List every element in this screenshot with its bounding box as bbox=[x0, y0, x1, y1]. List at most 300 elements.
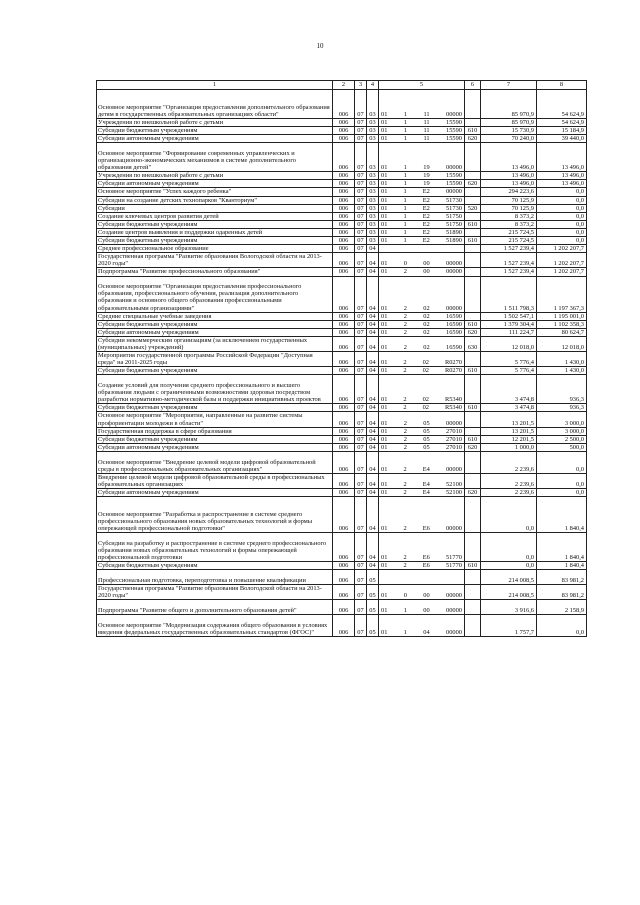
target-article-part: 1 bbox=[403, 212, 407, 220]
column-header: 7 bbox=[481, 81, 537, 90]
target-article-code bbox=[379, 237, 465, 245]
ministry-code: 006 bbox=[333, 245, 355, 253]
target-article-part: 2 bbox=[403, 304, 407, 312]
target-article-part: 01 bbox=[381, 220, 388, 228]
table-row bbox=[97, 375, 587, 404]
expense-type-code bbox=[465, 497, 481, 533]
ministry-code: 006 bbox=[333, 600, 355, 615]
amount-year-2: 54 624,9 bbox=[537, 90, 587, 119]
target-article-code bbox=[379, 204, 465, 212]
target-article-part: 04 bbox=[423, 628, 430, 636]
target-article-part: 01 bbox=[381, 212, 388, 220]
target-article-part: 51750 bbox=[445, 212, 462, 220]
target-article-parts bbox=[379, 135, 464, 142]
table-row bbox=[97, 404, 587, 412]
amount-year-1: 215 724,5 bbox=[481, 228, 537, 236]
table-row bbox=[97, 451, 587, 473]
expense-type-code bbox=[465, 412, 481, 427]
target-article-code bbox=[379, 90, 465, 119]
table-row bbox=[97, 320, 587, 328]
expense-type-code bbox=[465, 427, 481, 435]
subsection-code: 04 bbox=[367, 245, 379, 253]
ministry-code: 006 bbox=[333, 212, 355, 220]
target-article-code bbox=[379, 412, 465, 427]
target-article-part: 11 bbox=[423, 119, 430, 126]
target-article-part: 16590 bbox=[446, 328, 462, 336]
subsection-code: 03 bbox=[367, 220, 379, 228]
subsection-code: 04 bbox=[367, 276, 379, 312]
ministry-code: 006 bbox=[333, 562, 355, 570]
expense-type-code bbox=[465, 119, 481, 127]
table-row bbox=[97, 412, 587, 427]
target-article-part: E2 bbox=[422, 228, 430, 236]
subsection-code: 03 bbox=[367, 188, 379, 196]
target-article-parts bbox=[379, 525, 464, 532]
target-article-parts bbox=[379, 321, 464, 328]
table-row bbox=[97, 473, 587, 488]
amount-year-1: 2 239,6 bbox=[481, 473, 537, 488]
column-header: 2 bbox=[333, 81, 355, 90]
ministry-code: 006 bbox=[333, 497, 355, 533]
amount-year-2: 13 496,0 bbox=[537, 172, 587, 180]
amount-year-1: 0,0 bbox=[481, 562, 537, 570]
expense-type-code bbox=[465, 600, 481, 615]
section-code: 07 bbox=[355, 245, 367, 253]
target-article-part: 11 bbox=[423, 135, 430, 143]
amount-year-2: 1 102 358,3 bbox=[537, 320, 587, 328]
target-article-part: 2 bbox=[403, 359, 407, 367]
row-name: Государственная поддержка в сфере образования bbox=[97, 427, 333, 435]
target-article-code bbox=[379, 228, 465, 236]
target-article-code bbox=[379, 600, 465, 615]
target-article-part: 19 bbox=[423, 172, 430, 180]
target-article-part: R5340 bbox=[444, 404, 462, 412]
target-article-part: 02 bbox=[423, 320, 430, 328]
target-article-part: 16590 bbox=[446, 312, 462, 320]
target-article-part: 01 bbox=[381, 554, 388, 562]
amount-year-1: 13 201,5 bbox=[481, 412, 537, 427]
expense-type-code bbox=[465, 473, 481, 488]
target-article-code bbox=[379, 245, 465, 253]
expense-type-code bbox=[465, 188, 481, 196]
row-name: Основное мероприятие "Мероприятия, направленные на развитие системы профориентации молодежи в области" bbox=[97, 412, 333, 427]
amount-year-2: 1 840,4 bbox=[537, 562, 587, 570]
target-article-code bbox=[379, 352, 465, 367]
section-code: 07 bbox=[355, 600, 367, 615]
amount-year-1: 12 018,0 bbox=[481, 336, 537, 351]
expense-type-code: 610 bbox=[465, 562, 481, 570]
amount-year-2: 39 440,0 bbox=[537, 135, 587, 143]
section-code: 07 bbox=[355, 228, 367, 236]
target-article-code bbox=[379, 497, 465, 533]
table-row bbox=[97, 497, 587, 533]
subsection-code: 03 bbox=[367, 90, 379, 119]
expense-type-code bbox=[465, 615, 481, 637]
target-article-part: 1 bbox=[403, 110, 408, 118]
amount-year-2: 0,0 bbox=[537, 220, 587, 228]
ministry-code: 006 bbox=[333, 253, 355, 268]
target-article-part: 1 bbox=[403, 204, 407, 212]
column-header: 6 bbox=[465, 81, 481, 90]
expense-type-code bbox=[465, 352, 481, 367]
subsection-code: 05 bbox=[367, 600, 379, 615]
target-article-part: E4 bbox=[422, 480, 430, 488]
ministry-code: 006 bbox=[333, 220, 355, 228]
section-code: 07 bbox=[355, 180, 367, 188]
table-row bbox=[97, 585, 587, 600]
ministry-code: 006 bbox=[333, 615, 355, 637]
target-article-parts bbox=[379, 359, 464, 366]
target-article-part: E4 bbox=[422, 465, 430, 473]
row-name: Субсидии бюджетным учреждениям bbox=[97, 320, 333, 328]
section-code: 07 bbox=[355, 570, 367, 585]
table-body bbox=[97, 90, 587, 637]
ministry-code: 006 bbox=[333, 135, 355, 143]
amount-year-2: 500,0 bbox=[537, 443, 587, 451]
target-article-part: 01 bbox=[381, 419, 388, 427]
ministry-code: 006 bbox=[333, 90, 355, 119]
table-row bbox=[97, 615, 587, 637]
amount-year-1: 85 970,9 bbox=[481, 119, 537, 127]
table-row bbox=[97, 143, 587, 172]
amount-year-1: 5 776,4 bbox=[481, 367, 537, 375]
row-name: Основное мероприятие "Разработка и распространение в системе среднего профессионального образования новых образовательных технологий и формы опережающей профессиональной подготовки" bbox=[97, 497, 333, 533]
column-header: 4 bbox=[367, 81, 379, 90]
row-name: Основное мероприятие "Модернизация содержания общего образования в условиях введения федеральных государственных образовательных стандартов (ФГОС)" bbox=[97, 615, 333, 637]
row-name: Субсидии бюджетным учреждениям bbox=[97, 127, 333, 135]
table-row bbox=[97, 352, 587, 367]
target-article-part: 2 bbox=[403, 465, 407, 473]
target-article-part: 1 bbox=[403, 127, 408, 135]
target-article-part: 1 bbox=[403, 220, 407, 228]
target-article-part: 01 bbox=[381, 180, 388, 188]
amount-year-2: 1 202 207,7 bbox=[537, 245, 587, 253]
amount-year-1: 8 373,2 bbox=[481, 220, 537, 228]
amount-year-2: 0,0 bbox=[537, 212, 587, 220]
target-article-parts bbox=[379, 436, 464, 443]
amount-year-2: 3 000,0 bbox=[537, 427, 587, 435]
ministry-code: 006 bbox=[333, 427, 355, 435]
section-code: 07 bbox=[355, 562, 367, 570]
target-article-part: 01 bbox=[381, 304, 388, 312]
amount-year-1: 70 125,9 bbox=[481, 204, 537, 212]
target-article-part: R0270 bbox=[444, 359, 462, 367]
amount-year-1: 5 776,4 bbox=[481, 352, 537, 367]
amount-year-1: 0,0 bbox=[481, 533, 537, 562]
amount-year-1: 12 201,5 bbox=[481, 435, 537, 443]
table-row bbox=[97, 188, 587, 196]
subsection-code: 03 bbox=[367, 143, 379, 172]
expense-type-code bbox=[465, 451, 481, 473]
amount-year-2: 1 202 207,7 bbox=[537, 253, 587, 268]
target-article-code bbox=[379, 404, 465, 412]
target-article-part: 1 bbox=[403, 196, 407, 204]
ministry-code: 006 bbox=[333, 451, 355, 473]
table-row bbox=[97, 212, 587, 220]
target-article-part: 01 bbox=[381, 367, 388, 375]
subsection-code: 03 bbox=[367, 228, 379, 236]
target-article-part: 05 bbox=[423, 435, 430, 443]
subsection-code: 04 bbox=[367, 320, 379, 328]
target-article-code bbox=[379, 488, 465, 496]
target-article-part: 16590 bbox=[446, 320, 462, 328]
amount-year-2: 0,0 bbox=[537, 228, 587, 236]
table-row bbox=[97, 180, 587, 188]
row-name: Основное мероприятие "Организация предоставления дополнительного образования детям в государственных образовательных организациях области" bbox=[97, 90, 333, 119]
target-article-code bbox=[379, 328, 465, 336]
amount-year-1: 15 730,9 bbox=[481, 127, 537, 135]
amount-year-2: 83 981,2 bbox=[537, 570, 587, 585]
target-article-code bbox=[379, 135, 465, 143]
target-article-part: 11 bbox=[423, 110, 430, 118]
target-article-code bbox=[379, 570, 465, 585]
row-name: Основное мероприятие "Успех каждого ребенка" bbox=[97, 188, 333, 196]
target-article-code bbox=[379, 312, 465, 320]
target-article-code bbox=[379, 443, 465, 451]
target-article-part: 01 bbox=[381, 343, 388, 351]
subsection-code: 03 bbox=[367, 172, 379, 180]
target-article-part: 01 bbox=[381, 164, 388, 172]
target-article-part: E2 bbox=[422, 237, 430, 245]
target-article-part: 01 bbox=[381, 172, 388, 180]
row-name: Учреждения по внешкольной работе с детьми bbox=[97, 119, 333, 127]
subsection-code: 03 bbox=[367, 135, 379, 143]
target-article-code bbox=[379, 585, 465, 600]
page-number: 10 bbox=[316, 42, 324, 50]
target-article-part: 01 bbox=[381, 404, 388, 412]
expense-type-code bbox=[465, 312, 481, 320]
expense-type-code bbox=[465, 268, 481, 276]
target-article-code bbox=[379, 562, 465, 570]
subsection-code: 05 bbox=[367, 585, 379, 600]
target-article-parts bbox=[379, 197, 464, 204]
subsection-code: 04 bbox=[367, 375, 379, 404]
amount-year-1: 1 527 239,4 bbox=[481, 253, 537, 268]
expense-type-code bbox=[465, 276, 481, 312]
target-article-part: 2 bbox=[403, 554, 407, 562]
subsection-code: 03 bbox=[367, 196, 379, 204]
amount-year-1: 13 496,0 bbox=[481, 180, 537, 188]
row-name: Основное мероприятие "Организация предоставления профессионального образования, профессионального обучения, реализация дополнительного образования и основного общего образования профессиональными образовательными организациями" bbox=[97, 276, 333, 312]
target-article-parts bbox=[379, 396, 464, 403]
amount-year-2: 3 000,0 bbox=[537, 412, 587, 427]
table-header-row bbox=[97, 81, 587, 90]
target-article-part: 02 bbox=[422, 396, 429, 404]
subsection-code: 04 bbox=[367, 497, 379, 533]
subsection-code: 03 bbox=[367, 237, 379, 245]
amount-year-2: 80 624,7 bbox=[537, 328, 587, 336]
ministry-code: 006 bbox=[333, 585, 355, 600]
expense-type-code: 520 bbox=[465, 204, 481, 212]
expense-type-code: 610 bbox=[465, 435, 481, 443]
target-article-part: 01 bbox=[381, 320, 388, 328]
table-row bbox=[97, 328, 587, 336]
amount-year-2: 936,3 bbox=[537, 404, 587, 412]
row-name: Субсидии некоммерческим организациям (за исключением государственных (муниципальных) учреждений) bbox=[97, 336, 333, 351]
expense-type-code bbox=[465, 570, 481, 585]
target-article-part: 01 bbox=[381, 396, 388, 404]
target-article-part: 27010 bbox=[446, 427, 462, 435]
ministry-code: 006 bbox=[333, 533, 355, 562]
target-article-part: 02 bbox=[423, 343, 430, 351]
target-article-part: 00000 bbox=[446, 260, 462, 268]
amount-year-1: 0,0 bbox=[481, 497, 537, 533]
target-article-part: 1 bbox=[403, 172, 407, 180]
ministry-code: 006 bbox=[333, 127, 355, 135]
subsection-code: 03 bbox=[367, 119, 379, 127]
target-article-part: 00 bbox=[423, 260, 430, 268]
amount-year-1: 70 125,9 bbox=[481, 196, 537, 204]
amount-year-1: 1 757,7 bbox=[481, 615, 537, 637]
ministry-code: 006 bbox=[333, 488, 355, 496]
target-article-part: 51730 bbox=[445, 196, 462, 204]
target-article-parts bbox=[379, 205, 464, 212]
target-article-code bbox=[379, 253, 465, 268]
target-article-part: 15590 bbox=[446, 180, 462, 188]
subsection-code: 05 bbox=[367, 570, 379, 585]
target-article-part: 00000 bbox=[446, 110, 462, 118]
section-code: 07 bbox=[355, 427, 367, 435]
amount-year-2: 0,0 bbox=[537, 196, 587, 204]
target-article-parts bbox=[379, 367, 464, 374]
row-name: Подпрограмма "Развитие профессионального образования" bbox=[97, 268, 333, 276]
target-article-part: 00000 bbox=[446, 592, 462, 600]
target-article-part: R0270 bbox=[444, 367, 462, 375]
expense-type-code bbox=[465, 533, 481, 562]
target-article-parts bbox=[379, 111, 464, 118]
expense-type-code: 620 bbox=[465, 443, 481, 451]
row-name: Субсидии автономным учреждениям bbox=[97, 443, 333, 451]
target-article-part: 2 bbox=[403, 443, 407, 451]
section-code: 07 bbox=[355, 212, 367, 220]
subsection-code: 03 bbox=[367, 127, 379, 135]
target-article-parts bbox=[379, 329, 464, 336]
section-code: 07 bbox=[355, 443, 367, 451]
target-article-part: 01 bbox=[381, 427, 388, 435]
target-article-code bbox=[379, 172, 465, 180]
section-code: 07 bbox=[355, 336, 367, 351]
amount-year-2: 0,0 bbox=[537, 473, 587, 488]
target-article-part: 05 bbox=[423, 419, 430, 427]
amount-year-2: 0,0 bbox=[537, 237, 587, 245]
target-article-part: 15590 bbox=[446, 135, 462, 143]
row-name: Субсидии бюджетным учреждениям bbox=[97, 435, 333, 443]
subsection-code: 04 bbox=[367, 473, 379, 488]
ministry-code: 006 bbox=[333, 435, 355, 443]
row-name: Создание ключевых центров развития детей bbox=[97, 212, 333, 220]
subsection-code: 03 bbox=[367, 180, 379, 188]
target-article-part: 19 bbox=[423, 164, 430, 172]
subsection-code: 04 bbox=[367, 427, 379, 435]
amount-year-1: 111 224,7 bbox=[481, 328, 537, 336]
target-article-code bbox=[379, 367, 465, 375]
target-article-part: 1 bbox=[403, 237, 407, 245]
expense-type-code bbox=[465, 212, 481, 220]
table-row bbox=[97, 488, 587, 496]
section-code: 07 bbox=[355, 488, 367, 496]
amount-year-1: 2 239,6 bbox=[481, 451, 537, 473]
target-article-parts bbox=[379, 229, 464, 236]
amount-year-1: 1 527 239,4 bbox=[481, 268, 537, 276]
section-code: 07 bbox=[355, 320, 367, 328]
amount-year-1: 215 724,5 bbox=[481, 237, 537, 245]
target-article-parts bbox=[379, 260, 464, 267]
amount-year-2: 1 197 367,3 bbox=[537, 276, 587, 312]
table-row bbox=[97, 237, 587, 245]
section-code: 07 bbox=[355, 172, 367, 180]
target-article-part: 0 bbox=[403, 260, 407, 268]
table-row bbox=[97, 435, 587, 443]
subsection-code: 03 bbox=[367, 204, 379, 212]
expense-type-code bbox=[465, 172, 481, 180]
table-row bbox=[97, 204, 587, 212]
target-article-part: 15590 bbox=[446, 172, 462, 180]
target-article-part: 02 bbox=[422, 359, 429, 367]
expense-type-code: 610 bbox=[465, 367, 481, 375]
target-article-code bbox=[379, 276, 465, 312]
target-article-part: 01 bbox=[381, 628, 388, 636]
target-article-part: 1 bbox=[403, 180, 407, 188]
row-name: Создание центров выявления и поддержки одаренных детей bbox=[97, 228, 333, 236]
target-article-part: 51770 bbox=[445, 554, 462, 562]
target-article-part: 01 bbox=[381, 480, 388, 488]
amount-year-1: 8 373,2 bbox=[481, 212, 537, 220]
amount-year-2: 15 184,9 bbox=[537, 127, 587, 135]
table-row bbox=[97, 367, 587, 375]
row-name: Субсидии bbox=[97, 204, 333, 212]
subsection-code: 04 bbox=[367, 412, 379, 427]
section-code: 07 bbox=[355, 119, 367, 127]
amount-year-2: 1 840,4 bbox=[537, 497, 587, 533]
target-article-part: 1 bbox=[403, 135, 408, 143]
target-article-part: 01 bbox=[381, 228, 388, 236]
ministry-code: 006 bbox=[333, 172, 355, 180]
target-article-code bbox=[379, 180, 465, 188]
subsection-code: 04 bbox=[367, 451, 379, 473]
target-article-part: 1 bbox=[403, 188, 407, 196]
target-article-part: E2 bbox=[422, 188, 430, 196]
target-article-parts bbox=[379, 562, 464, 569]
target-article-part: 16590 bbox=[446, 343, 462, 351]
target-article-parts bbox=[379, 172, 464, 179]
expense-type-code: 630 bbox=[465, 336, 481, 351]
target-article-part: 2 bbox=[403, 328, 407, 336]
section-code: 07 bbox=[355, 412, 367, 427]
target-article-part: 2 bbox=[403, 525, 407, 533]
ministry-code: 006 bbox=[333, 237, 355, 245]
amount-year-1: 214 008,5 bbox=[481, 570, 537, 585]
ministry-code: 006 bbox=[333, 276, 355, 312]
target-article-part: E2 bbox=[422, 196, 430, 204]
target-article-part: 01 bbox=[381, 110, 388, 118]
target-article-code bbox=[379, 615, 465, 637]
target-article-parts bbox=[379, 313, 464, 320]
target-article-part: 2 bbox=[403, 488, 407, 496]
amount-year-2: 12 018,0 bbox=[537, 336, 587, 351]
target-article-part: 00 bbox=[423, 592, 430, 600]
ministry-code: 006 bbox=[333, 443, 355, 451]
target-article-part: 01 bbox=[381, 260, 388, 268]
section-code: 07 bbox=[355, 404, 367, 412]
target-article-part: 2 bbox=[403, 427, 407, 435]
table-row bbox=[97, 336, 587, 351]
target-article-part: 1 bbox=[403, 628, 407, 636]
subsection-code: 03 bbox=[367, 212, 379, 220]
target-article-part: 00000 bbox=[446, 304, 462, 312]
target-article-part: 00000 bbox=[446, 606, 462, 614]
expense-type-code: 610 bbox=[465, 404, 481, 412]
amount-year-2: 83 981,2 bbox=[537, 585, 587, 600]
